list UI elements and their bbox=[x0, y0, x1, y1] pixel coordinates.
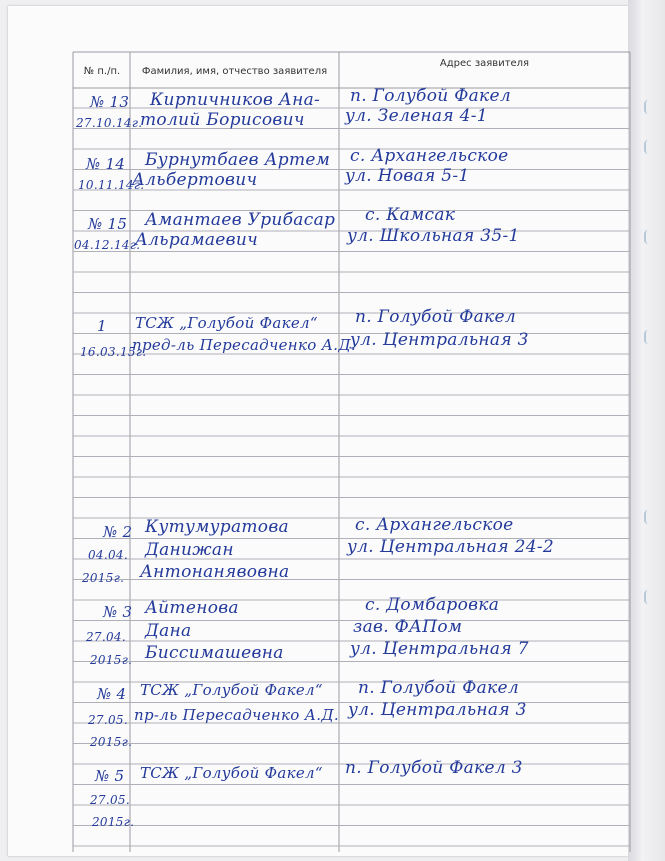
header-name: Фамилия, имя, отчество заявителя bbox=[141, 66, 328, 77]
applicant-address: п. Голубой Факел bbox=[358, 678, 519, 698]
applicant-name: ТСЖ „Голубой Факел“ bbox=[140, 764, 323, 782]
entry-number: № 13 bbox=[90, 93, 130, 111]
applicant-address: с. Архангельское bbox=[355, 515, 514, 535]
applicant-address: п. Голубой Факел 3 bbox=[345, 758, 523, 778]
applicant-name: пр-ль Пересадченко А.Д. bbox=[134, 706, 339, 724]
applicant-address: с. Домбаровка bbox=[365, 595, 500, 615]
entry-date: 10.11.14г. bbox=[78, 178, 145, 192]
entry-number: № 14 bbox=[86, 155, 126, 173]
applicant-address: п. Голубой Факел bbox=[350, 86, 511, 106]
applicant-name: Данижан bbox=[145, 540, 234, 560]
applicant-name: Альрамаевич bbox=[135, 230, 258, 250]
entry-date: 2015г. bbox=[92, 815, 135, 829]
applicant-address: ул. Центральная 3 bbox=[350, 330, 529, 350]
entry-date: 04.04. bbox=[88, 548, 128, 562]
applicant-address: ул. Центральная 7 bbox=[350, 639, 529, 659]
entry-date: 27.05. bbox=[88, 713, 128, 727]
applicant-name: Кутумуратова bbox=[145, 517, 289, 537]
applicant-address: зав. ФАПом bbox=[353, 617, 463, 637]
applicant-name: Альбертович bbox=[132, 170, 258, 190]
entry-date: 2015г. bbox=[82, 571, 125, 585]
entry-date: 16.03.15г. bbox=[80, 345, 147, 359]
entry-date: 04.12.14г. bbox=[74, 238, 141, 252]
applicant-name: ТСЖ „Голубой Факел“ bbox=[140, 681, 323, 699]
entry-number: № 15 bbox=[88, 215, 128, 233]
entry-date: 27.10.14г. bbox=[76, 116, 143, 130]
applicant-address: ул. Новая 5-1 bbox=[345, 166, 470, 186]
applicant-name: пред-ль Пересадченко А.Д. bbox=[132, 336, 356, 354]
applicant-name: Антонанявовна bbox=[140, 562, 290, 582]
applicant-address: ул. Центральная 24-2 bbox=[347, 537, 554, 557]
header-number: № п./п. bbox=[83, 66, 121, 77]
applicant-address: с. Архангельское bbox=[350, 146, 509, 166]
applicant-name: Амантаев Урибасар bbox=[145, 210, 336, 230]
applicant-address: п. Голубой Факел bbox=[355, 307, 516, 327]
applicant-address: ул. Зеленая 4-1 bbox=[345, 106, 488, 126]
applicant-name: Айтенова bbox=[145, 598, 239, 618]
entry-number: № 5 bbox=[95, 767, 125, 785]
entry-date: 2015г. bbox=[90, 735, 133, 749]
applicant-address: с. Камсак bbox=[365, 205, 456, 225]
entry-number: № 4 bbox=[97, 685, 127, 703]
entry-date: 27.04. bbox=[86, 630, 126, 644]
applicant-name: Кирпичников Ана- bbox=[150, 90, 321, 110]
entry-number: № 3 bbox=[103, 603, 133, 621]
applicant-address: ул. Школьная 35-1 bbox=[347, 226, 520, 246]
entry-date: 2015г. bbox=[90, 653, 133, 667]
applicant-name: Дана bbox=[145, 621, 192, 641]
entry-date: 27.05. bbox=[90, 793, 130, 807]
applicant-name: Биссимашевна bbox=[145, 643, 284, 663]
header-address: Адрес заявителя bbox=[439, 58, 530, 69]
entry-number: № 2 bbox=[103, 523, 133, 541]
applicant-name: Бурнутбаев Артем bbox=[145, 150, 331, 170]
applicant-name: толий Борисович bbox=[140, 110, 305, 130]
applicant-address: ул. Центральная 3 bbox=[348, 700, 527, 720]
entry-number: 1 bbox=[97, 317, 107, 335]
applicant-name: ТСЖ „Голубой Факел“ bbox=[135, 314, 318, 332]
